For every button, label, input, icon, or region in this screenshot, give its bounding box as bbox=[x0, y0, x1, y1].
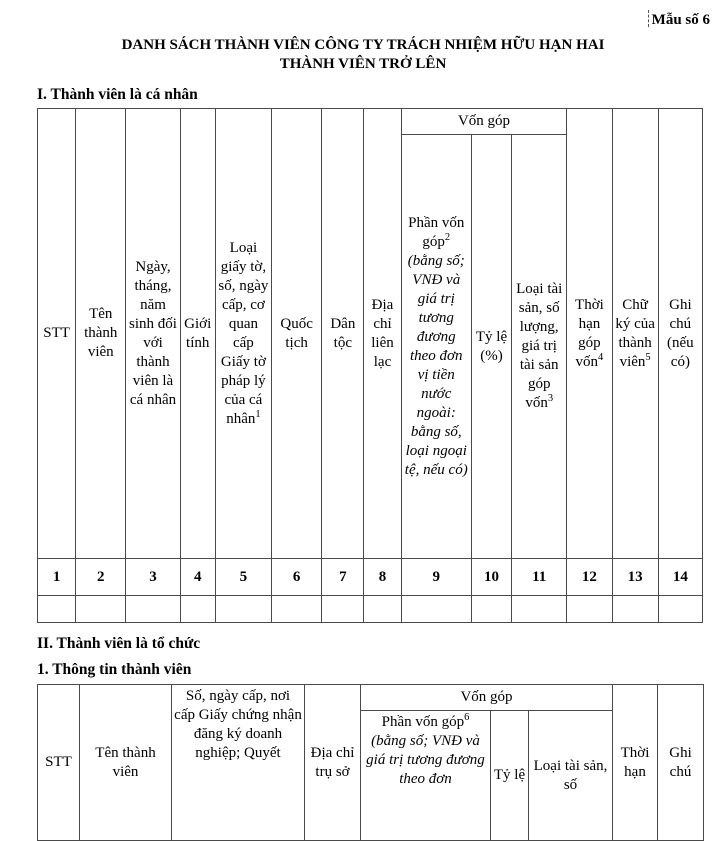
col-header-phan-von-gop: Phần vốn góp$^2$ (bằng số; VNĐ và giá trị tương đương theo đơn vị tiền nước ngoài: bằng số, loại ngoại tệ, nếu có) bbox=[401, 135, 471, 559]
organization-members-table bbox=[37, 684, 704, 841]
section2-subheading: 1. Thông tin thành viên bbox=[37, 661, 192, 678]
col-group-header-von-gop: Vốn góp bbox=[401, 109, 567, 135]
empty-data-cell bbox=[76, 596, 126, 623]
empty-data-cell bbox=[322, 596, 364, 623]
empty-data-cell bbox=[471, 596, 511, 623]
column-number-cell: 3 bbox=[126, 559, 180, 596]
column-number-row bbox=[38, 559, 703, 596]
empty-data-row bbox=[38, 596, 703, 623]
column-number-cell: 12 bbox=[567, 559, 612, 596]
empty-data-cell bbox=[215, 596, 271, 623]
t2-col-group-header-von-gop: Vốn góp bbox=[361, 685, 613, 711]
form-number-row bbox=[0, 0, 726, 30]
empty-data-cell bbox=[567, 596, 612, 623]
empty-data-cell bbox=[612, 596, 658, 623]
form-number-label: Mẫu số 6 bbox=[651, 12, 710, 28]
col-header-thoi-han-gop-von: Thời hạn góp vốn$^4$ bbox=[567, 109, 612, 559]
t2-col-header-giay-chung-nhan: Số, ngày cấp, nơi cấp Giấy chứng nhận đăng ký doanh nghiệp; Quyết bbox=[172, 685, 305, 841]
col-header-ngay-sinh: Ngày, tháng, năm sinh đối với thành viên là cá nhân bbox=[126, 109, 180, 559]
empty-data-cell bbox=[126, 596, 180, 623]
empty-data-cell bbox=[272, 596, 322, 623]
footnote-ref-4: 4 bbox=[598, 351, 604, 363]
empty-data-cell bbox=[512, 596, 567, 623]
document-title-line1: DANH SÁCH THÀNH VIÊN CÔNG TY TRÁCH NHIỆM HỮU HẠN HAI bbox=[121, 37, 605, 53]
footnote-ref-1: 1 bbox=[255, 408, 261, 420]
column-number-cell: 1 bbox=[38, 559, 76, 596]
column-number-cell: 13 bbox=[612, 559, 658, 596]
section1-heading: I. Thành viên là cá nhân bbox=[37, 86, 198, 103]
section2-heading: II. Thành viên là tổ chức bbox=[37, 635, 201, 652]
empty-data-cell bbox=[364, 596, 401, 623]
cursor-mark bbox=[648, 10, 651, 27]
column-number-cell: 8 bbox=[364, 559, 401, 596]
column-number-cell: 5 bbox=[215, 559, 271, 596]
column-number-cell: 14 bbox=[658, 559, 702, 596]
empty-data-cell bbox=[180, 596, 215, 623]
phan-von-gop-note: (bằng số; VNĐ và giá trị tương đương theo đơn vị tiền nước ngoài: bằng số, loại ngoại tệ, nếu có) bbox=[404, 252, 468, 478]
t2-col-header-dia-chi-tru-so: Địa chỉ trụ sở bbox=[305, 685, 361, 841]
col-header-ty-le: Tỷ lệ (%) bbox=[471, 135, 511, 559]
column-number-cell: 9 bbox=[401, 559, 471, 596]
column-number-cell: 10 bbox=[471, 559, 511, 596]
t2-col-header-ty-le: Tỷ lệ bbox=[491, 711, 529, 841]
t2-col-header-loai-tai-san: Loại tài sản, số bbox=[529, 711, 613, 841]
t2-col-header-phan-von-gop: Phần vốn góp$^6$ (bằng số; VNĐ và giá trị tương đương theo đơn bbox=[361, 711, 491, 841]
footnote-ref-6: 6 bbox=[464, 712, 470, 723]
col-header-quoc-tich: Quốc tịch bbox=[272, 109, 322, 559]
col-header-ghi-chu: Ghi chú (nếu có) bbox=[658, 109, 702, 559]
col-header-ten-thanh-vien: Tên thành viên bbox=[76, 109, 126, 559]
individual-members-table bbox=[37, 108, 703, 623]
footnote-ref-3: 3 bbox=[547, 393, 554, 404]
col-header-stt: STT bbox=[38, 109, 76, 559]
col-header-loai-giay-to: Loại giấy tờ, số, ngày cấp, cơ quan cấp Giấy tờ pháp lý của cá nhân$^1$ bbox=[215, 109, 271, 559]
footnote-ref-2: 2 bbox=[444, 231, 451, 243]
t2-phan-von-gop-note: (bằng số; VNĐ và giá trị tương đương theo đơn bbox=[366, 733, 485, 787]
t2-col-header-thoi-han: Thời hạn bbox=[613, 685, 658, 841]
document-title bbox=[0, 36, 726, 74]
empty-data-cell bbox=[658, 596, 702, 623]
footnote-ref-5: 5 bbox=[645, 351, 651, 363]
col-header-dia-chi-lien-lac: Địa chỉ liên lạc bbox=[364, 109, 401, 559]
column-number-cell: 4 bbox=[180, 559, 215, 596]
column-number-cell: 2 bbox=[76, 559, 126, 596]
col-header-loai-tai-san: Loại tài sản, số lượng, giá trị tài sản góp vốn$^3$ bbox=[512, 135, 567, 559]
col-header-gioi-tinh: Giới tính bbox=[180, 109, 215, 559]
column-number-cell: 7 bbox=[322, 559, 364, 596]
col-header-chu-ky: Chữ ký của thành viên$^5$ bbox=[612, 109, 658, 559]
t2-col-header-stt: STT bbox=[38, 685, 80, 841]
column-number-cell: 11 bbox=[512, 559, 567, 596]
document-title-line2: THÀNH VIÊN TRỞ LÊN bbox=[279, 56, 447, 72]
t2-col-header-ghi-chu: Ghi chú bbox=[658, 685, 704, 841]
t2-col-header-ten-thanh-vien: Tên thành viên bbox=[80, 685, 172, 841]
empty-data-cell bbox=[401, 596, 471, 623]
empty-data-cell bbox=[38, 596, 76, 623]
col-header-dan-toc: Dân tộc bbox=[322, 109, 364, 559]
column-number-cell: 6 bbox=[272, 559, 322, 596]
